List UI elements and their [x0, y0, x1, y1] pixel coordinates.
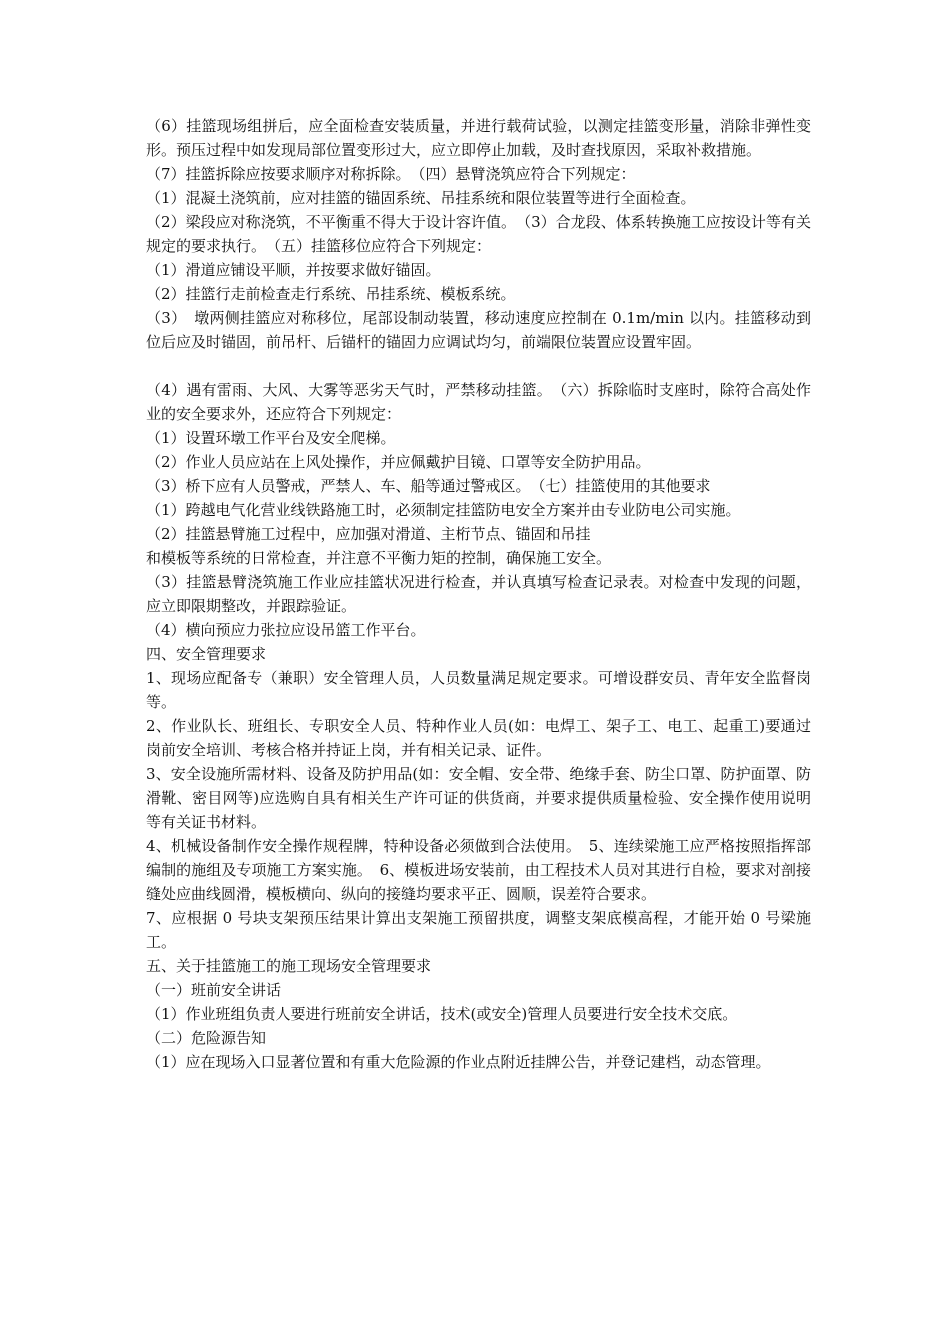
paragraph: （3）挂篮悬臂浇筑施工作业应挂篮状况进行检查，并认真填写检查记录表。对检查中发现的问题，应立即限期整改，并跟踪验证。	[146, 573, 811, 615]
blank-line	[146, 354, 811, 378]
subsection-heading: （一）班前安全讲话	[146, 981, 282, 999]
section-heading: 四、安全管理要求	[146, 645, 267, 663]
paragraph: （1）应在现场入口显著位置和有重大危险源的作业点附近挂牌公告，并登记建档，动态管理。	[146, 1053, 771, 1071]
paragraph: （3）桥下应有人员警戒，严禁人、车、船等通过警戒区。 （七）挂篮使用的其他要求	[146, 477, 711, 495]
section-heading: 五、关于挂篮施工的施工现场安全管理要求	[146, 957, 432, 975]
paragraph: （3） 墩两侧挂篮应对称移位，尾部设制动装置，移动速度应控制在 0.1m/min 以内。挂篮移动到位后应及时锚固，前吊杆、后锚杆的锚固力应调试均匀，前端限位装置应设置牢固。	[146, 309, 811, 351]
paragraph: （1）跨越电气化营业线铁路施工时，必须制定挂篮防电安全方案并由专业防电公司实施。	[146, 501, 741, 519]
paragraph: 4、机械设备制作安全操作规程牌，特种设备必须做到合法使用。 5、连续梁施工应严格按照指挥部编制的施组及专项施工方案实施。 6、模板进场安装前，由工程技术人员对其进行自检，要求对剖接缝处应曲线圆滑，模板横向、纵向的接缝均要求平正、圆顺，误差符合要求。	[146, 837, 811, 903]
paragraph: （1）滑道应铺设平顺，并按要求做好锚固。	[146, 261, 441, 279]
paragraph: （2）作业人员应站在上风处操作，并应佩戴护目镜、口罩等安全防护用品。	[146, 453, 651, 471]
paragraph: 和模板等系统的日常检查，并注意不平衡力矩的控制，确保施工安全。	[146, 549, 612, 567]
subsection-heading: （二）危险源告知	[146, 1029, 267, 1047]
paragraph: 3、安全设施所需材料、设备及防护用品(如：安全帽、安全带、绝缘手套、防尘口罩、防护面罩、防滑靴、密目网等)应选购自具有相关生产许可证的供货商，并要求提供质量检验、安全操作使用说明等有关证书材料。	[146, 765, 811, 831]
paragraph: （1）混凝土浇筑前，应对挂篮的锚固系统、吊挂系统和限位装置等进行全面检查。	[146, 189, 696, 207]
document-body	[146, 114, 811, 1074]
paragraph: （4）遇有雷雨、大风、大雾等恶劣天气时，严禁移动挂篮。 （六）拆除临时支座时，除符合高处作业的安全要求外，还应符合下列规定：	[146, 381, 811, 423]
paragraph: 1、现场应配备专（兼职）安全管理人员，人员数量满足规定要求。可增设群安员、青年安全监督岗等。	[146, 669, 811, 711]
paragraph: （2）梁段应对称浇筑，不平衡重不得大于设计容许值。 （3）合龙段、体系转换施工应按设计等有关规定的要求执行。 （五）挂篮移位应符合下列规定：	[146, 213, 811, 255]
paragraph: （2）挂篮悬臂施工过程中，应加强对滑道、主桁节点、锚固和吊挂	[146, 525, 591, 543]
paragraph: 7、应根据 0 号块支架预压结果计算出支架施工预留拱度，调整支架底模高程，才能开始 0 号梁施工。	[146, 909, 811, 951]
paragraph: （1）设置环墩工作平台及安全爬梯。	[146, 429, 396, 447]
paragraph: （4）横向预应力张拉应设吊篮工作平台。	[146, 621, 426, 639]
paragraph: （2）挂篮行走前检查走行系统、吊挂系统、模板系统。	[146, 285, 516, 303]
paragraph: （1）作业班组负责人要进行班前安全讲话，技术(或安全)管理人员要进行安全技术交底。	[146, 1005, 738, 1023]
paragraph: （6）挂篮现场组拼后，应全面检查安装质量，并进行载荷试验，以测定挂篮变形量，消除非弹性变形。预压过程中如发现局部位置变形过大，应立即停止加载，及时查找原因，采取补救措施。	[146, 117, 811, 159]
paragraph: 2、作业队长、班组长、专职安全人员、特种作业人员(如：电焊工、架子工、电工、起重工)要通过岗前安全培训、考核合格并持证上岗，并有相关记录、证件。	[146, 717, 811, 759]
paragraph: （7）挂篮拆除应按要求顺序对称拆除。 （四）悬臂浇筑应符合下列规定：	[146, 165, 636, 183]
